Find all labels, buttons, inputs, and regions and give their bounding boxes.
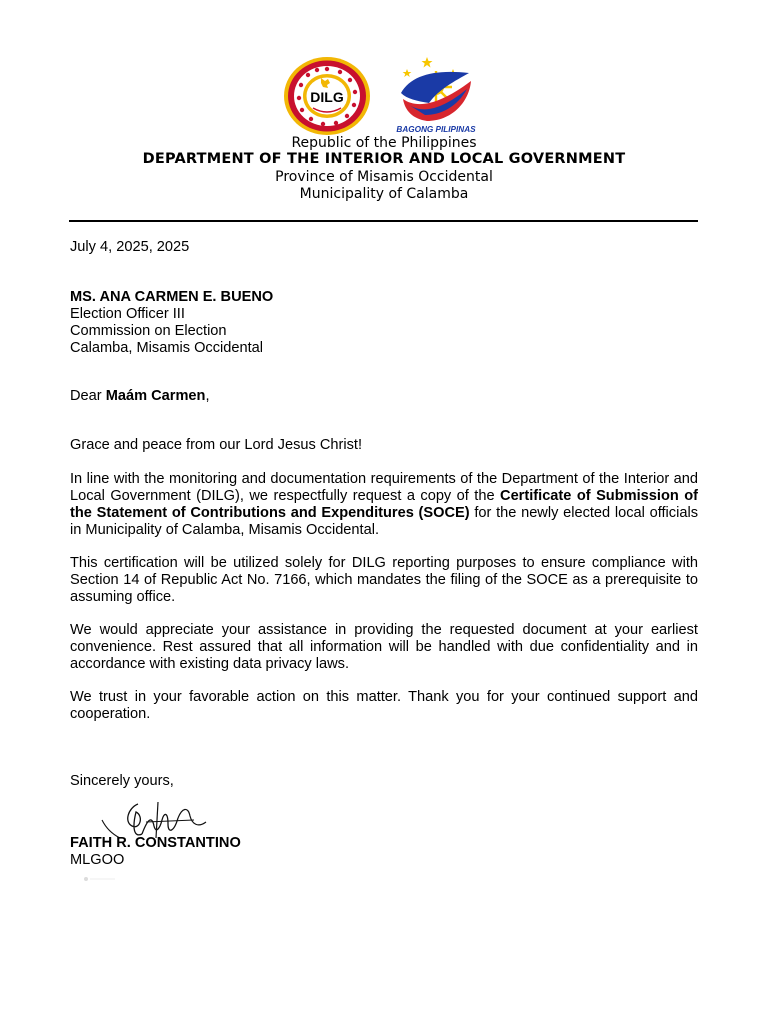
signatory-title: MLGOO	[70, 852, 125, 868]
bagong-pilipinas-text: BAGONG PILIPINAS	[396, 125, 476, 134]
salutation-name: Maám Carmen	[105, 388, 206, 404]
letter-date: July 4, 2025, 2025	[70, 239, 190, 255]
paragraph-request	[70, 471, 698, 539]
paragraph-request-tail: for the newly elected local officials in Municipality of Calamba, Misamis Occidental.	[70, 505, 698, 538]
header-province: Province of Misamis Occidental	[275, 169, 493, 185]
salutation-suffix: ,	[205, 388, 210, 404]
salutation-prefix: Dear	[70, 388, 106, 404]
header-department: DEPARTMENT OF THE INTERIOR AND LOCAL GOVERNMENT	[142, 151, 626, 167]
recipient-address: Calamba, Misamis Occidental	[70, 340, 264, 356]
recipient-name: MS. ANA CARMEN E. BUENO	[70, 289, 274, 305]
recipient-position: Election Officer III	[70, 306, 185, 322]
recipient-office: Commission on Election	[70, 323, 227, 339]
salutation	[70, 388, 698, 405]
greeting: Grace and peace from our Lord Jesus Christ!	[70, 437, 363, 453]
recipient-block	[70, 289, 698, 357]
header-divider	[69, 220, 698, 222]
header-logos	[283, 55, 493, 135]
paragraph-assistance: We would appreciate your assistance in providing the requested document at your earliest convenience. Rest assured that all information will be handled with due confidentiality and in accordance with existing data privacy laws.	[70, 622, 698, 672]
paragraph-request-text: In line with the monitoring and documentation requirements of the Department of the Interior and Local Government (DILG), we respectfully request a copy of the	[70, 471, 698, 504]
faint-mark	[83, 876, 117, 882]
paragraph-thanks: We trust in your favorable action on this matter. Thank you for your continued support and cooperation.	[70, 689, 698, 722]
signatory-name: FAITH R. CONSTANTINO	[70, 835, 241, 851]
header-municipality: Municipality of Calamba	[299, 186, 469, 202]
paragraph-purpose: This certification will be utilized solely for DILG reporting purposes to ensure compliance with Section 14 of Republic Act No. 7166, which mandates the filing of the SOCE as a prerequisite to assuming office.	[70, 555, 698, 605]
header-republic: Republic of the Philippines	[291, 135, 477, 151]
closing: Sincerely yours,	[70, 773, 174, 789]
dilg-seal-logo	[283, 56, 371, 136]
bagong-pilipinas-logo	[395, 55, 477, 135]
dilg-seal-text: DILG	[310, 89, 344, 105]
paragraph-request-bold: Certificate of Submission of the Statement of Contributions and Expenditures (SOCE)	[70, 488, 698, 521]
